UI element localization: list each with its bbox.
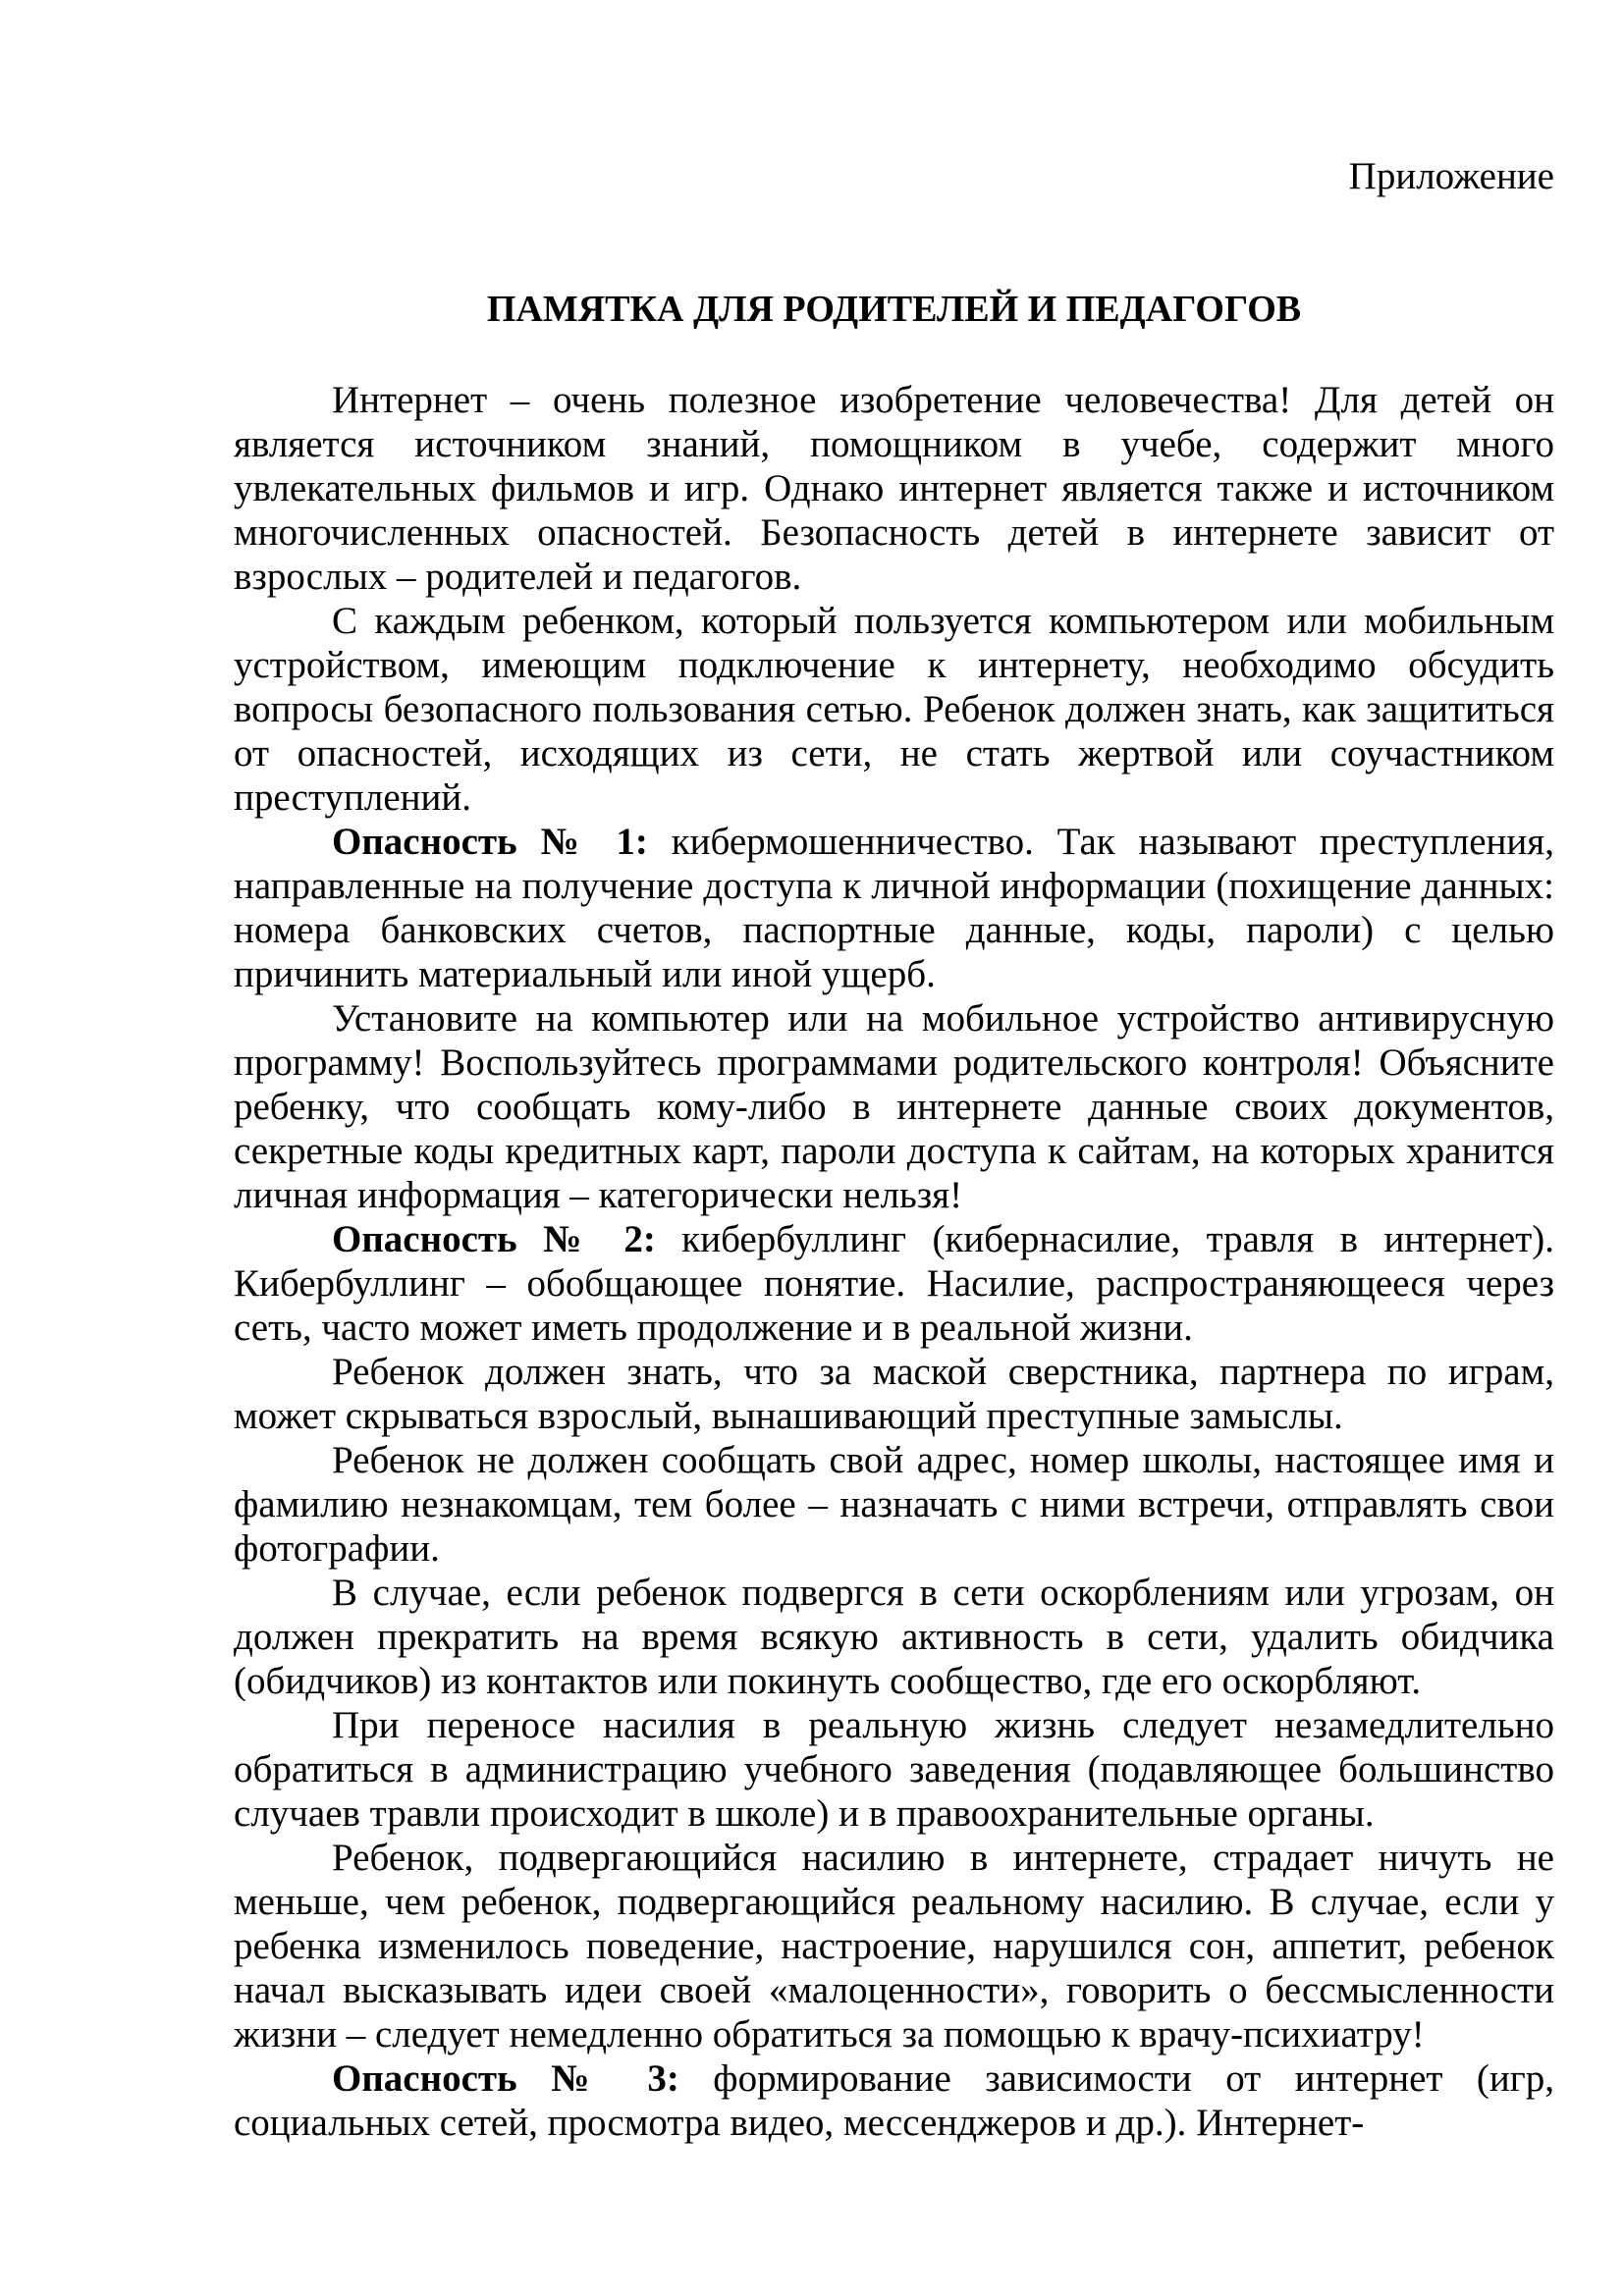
paragraph-danger-1 (234, 820, 1554, 996)
paragraph-discussion: С каждым ребенком, который пользуется компьютером или мобильным устройством, имеющим подключение к интернету, необходимо обсудить вопросы безопасного пользования сетью. Ребенок должен знать, как защититься от опасностей, исходящих из сети, не стать жертвой или соучастником преступлений. (234, 600, 1554, 819)
document-title: ПАМЯТКА ДЛЯ РОДИТЕЛЕЙ И ПЕДАГОГОВ (486, 289, 1302, 330)
paragraph-personal-data: Ребенок не должен сообщать свой адрес, номер школы, настоящее имя и фамилию незнакомцам, тем более – назначать с ними встречи, отправлять свои фотографии. (234, 1439, 1554, 1570)
document-body (234, 378, 1554, 2145)
danger-2-text: кибербуллинг (кибернасилие, травля в интернет). Кибербуллинг – обобщающее понятие. Насилие, распространяющееся через сеть, часто может иметь продолжение и в реальной жизни. (234, 1218, 1554, 1349)
paragraph-mask-warning: Ребенок должен знать, что за маской сверстника, партнера по играм, может скрываться взрослый, вынашивающий преступные замыслы. (234, 1351, 1554, 1437)
danger-1-label: Опасность № 1: (332, 821, 648, 863)
paragraph-antivirus-advice: Установите на компьютер или на мобильное устройство антивирусную программу! Воспользуйтесь программами родительского контроля! Объясните ребенку, что сообщать кому-либо в интернете данные своих документов, секретные коды кредитных карт, пароли доступа к сайтам, на которых хранится личная информация – категорически нельзя! (234, 997, 1554, 1216)
danger-3-text: формирование зависимости от интернет (игр, социальных сетей, просмотра видео, мессенджеров и др.). Интернет- (234, 2057, 1554, 2144)
paragraph-danger-2 (234, 1217, 1554, 1350)
danger-3-label: Опасность № 3: (332, 2057, 679, 2100)
danger-1-text: кибермошенничество. Так называют преступления, направленные на получение доступа к личной информации (похищение данных: номера банковских счетов, паспортные данные, коды, пароли) с целью причинить материальный или иной ущерб. (234, 821, 1554, 995)
paragraph-intro: Интернет – очень полезное изобретение человечества! Для детей он является источником знаний, помощником в учебе, содержит много увлекательных фильмов и игр. Однако интернет является также и источником многочисленных опасностей. Безопасность детей в интернете зависит от взрослых – родителей и педагогов. (234, 379, 1554, 598)
paragraph-danger-3 (234, 2056, 1554, 2145)
danger-2-label: Опасность № 2: (332, 1218, 656, 1260)
paragraph-real-violence: При переносе насилия в реальную жизнь следует незамедлительно обратиться в администрацию учебного заведения (подавляющее большинство случаев травли происходит в школе) и в правоохранительные органы. (234, 1704, 1554, 1835)
appendix-label: Приложение (1348, 155, 1554, 197)
paragraph-threats: В случае, если ребенок подвергся в сети оскорблениям или угрозам, он должен прекратить на время всякую активность в сети, удалить обидчика (обидчиков) из контактов или покинуть сообщество, где его оскорбляют. (234, 1572, 1554, 1702)
paragraph-psychiatrist: Ребенок, подвергающийся насилию в интернете, страдает ничуть не меньше, чем ребенок, подвергающийся реальному насилию. В случае, если у ребенка изменилось поведение, настроение, нарушился сон, аппетит, ребенок начал высказывать идеи своей «малоценности», говорить о бессмысленности жизни – следует немедленно обратиться за помощью к врачу-психиатру! (234, 1837, 1554, 2056)
